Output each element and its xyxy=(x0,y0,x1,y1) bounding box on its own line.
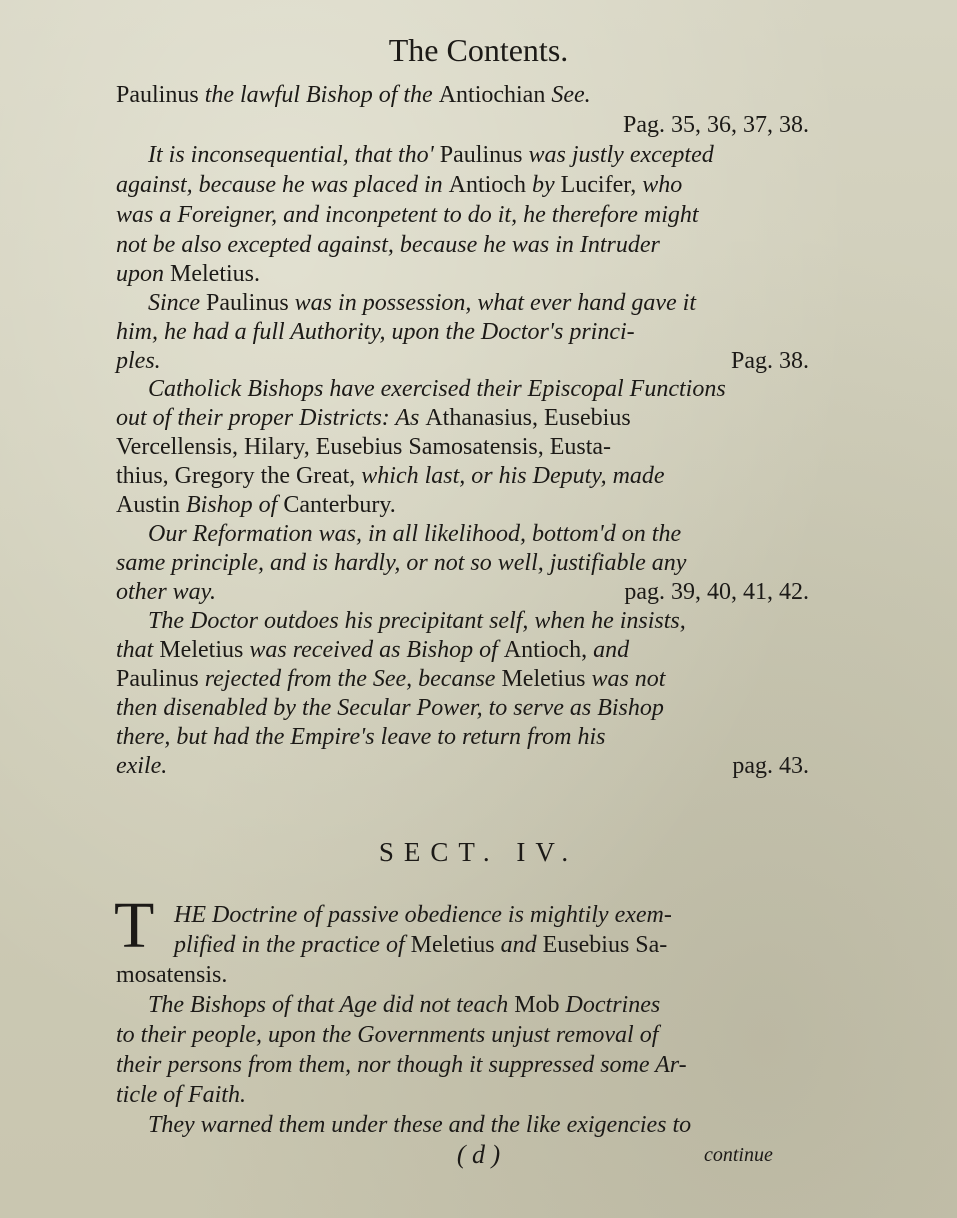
text-line xyxy=(0,140,957,170)
line-text xyxy=(116,461,665,491)
text-line xyxy=(0,519,957,549)
line-text xyxy=(148,374,726,404)
italic-text: ples. xyxy=(116,348,161,374)
line-text xyxy=(624,577,809,607)
italic-text: there, but had the Empire's leave to return from his xyxy=(116,724,606,750)
line-text xyxy=(116,548,686,578)
text-line xyxy=(0,230,957,260)
italic-text: The Bishops of that Age did not teach xyxy=(148,992,515,1018)
italic-text: other way. xyxy=(116,579,216,605)
text-line xyxy=(0,1110,957,1140)
italic-text: was received as Bishop of xyxy=(249,637,504,663)
line-text xyxy=(116,1050,687,1080)
italic-text: was a Foreigner, and inconpetent to do it, he therefore might xyxy=(116,202,699,228)
roman-text: pag. 39, 40, 41, 42. xyxy=(624,579,809,605)
italic-text: was justly excepted xyxy=(528,142,714,168)
line-text xyxy=(116,960,227,990)
text-line xyxy=(0,751,957,781)
italic-text: Bishop of xyxy=(186,492,284,518)
line-text xyxy=(174,930,667,960)
line-text xyxy=(148,288,696,318)
italic-text: HE Doctrine of passive obedience is mightily exem- xyxy=(174,902,672,928)
line-text xyxy=(116,693,664,723)
line-text xyxy=(148,1110,691,1140)
text-line xyxy=(0,170,957,200)
roman-text: Meletius. xyxy=(170,261,260,287)
text-line xyxy=(0,1020,957,1050)
running-header: The Contents. xyxy=(388,32,569,68)
signature-mark: ( d ) xyxy=(456,1140,501,1169)
italic-text: plified in the practice of xyxy=(174,932,411,958)
line-text xyxy=(116,200,699,230)
text-line xyxy=(0,635,957,665)
italic-text: not be also excepted against, because he was in Intruder xyxy=(116,232,660,258)
line-text xyxy=(116,1020,658,1050)
italic-text: was not xyxy=(591,666,666,692)
italic-text: upon xyxy=(116,261,170,287)
text-line xyxy=(0,577,957,607)
line-text xyxy=(116,432,611,462)
text-line xyxy=(0,664,957,694)
text-line xyxy=(0,490,957,520)
italic-text: Catholick Bishops have exercised their Episcopal Functions xyxy=(148,376,726,402)
italic-text: and xyxy=(593,637,630,663)
italic-text: rejected from the See, becanse xyxy=(204,666,502,692)
text-line xyxy=(0,1050,957,1080)
roman-text: Meletius xyxy=(410,932,501,958)
roman-text: Paulinus xyxy=(205,290,295,316)
roman-text: Vercellensis, Hilary, Eusebius Samosatensis, Eusta- xyxy=(116,434,612,460)
roman-text: Austin xyxy=(116,492,187,518)
text-line xyxy=(0,259,957,289)
section-heading: SECT. IV. xyxy=(378,837,579,867)
line-text xyxy=(116,230,660,260)
text-line xyxy=(0,200,957,230)
roman-text: Antioch xyxy=(448,172,532,198)
italic-text: that xyxy=(116,637,160,663)
line-text xyxy=(731,346,809,376)
line-text xyxy=(116,577,216,607)
text-line xyxy=(0,346,957,376)
text-line xyxy=(0,900,957,930)
line-text xyxy=(116,635,629,665)
roman-text: Eusebius Sa- xyxy=(542,932,668,958)
italic-text: Since xyxy=(148,290,206,316)
italic-text: against, because he was placed in xyxy=(116,172,449,198)
italic-text: which last, or his Deputy, made xyxy=(361,463,665,489)
line-text xyxy=(116,403,631,433)
line-text xyxy=(116,1080,246,1110)
roman-text: Canterbury. xyxy=(283,492,396,518)
text-line xyxy=(0,374,957,404)
text-line xyxy=(0,110,957,140)
text-line xyxy=(0,461,957,491)
roman-text: Lucifer, xyxy=(560,172,643,198)
text-line xyxy=(0,288,957,318)
roman-text: Pag. 38. xyxy=(731,348,809,374)
italic-text: him, he had a full Authority, upon the Doctor's princi- xyxy=(116,319,635,345)
drop-capital: T xyxy=(114,889,155,962)
text-line xyxy=(0,960,957,990)
line-text xyxy=(148,140,714,170)
line-text xyxy=(116,664,665,694)
text-line xyxy=(0,606,957,636)
roman-text: mosatensis. xyxy=(116,962,228,988)
roman-text: Athanasius, Eusebius xyxy=(425,405,631,431)
line-text xyxy=(148,990,660,1020)
italic-text: their persons from them, nor though it suppressed some Ar- xyxy=(116,1052,687,1078)
italic-text: They warned them under these and the like exigencies to xyxy=(148,1112,692,1138)
roman-text: Paulinus xyxy=(439,142,529,168)
line-text xyxy=(148,606,686,636)
italic-text: same principle, and is hardly, or not so well, justifiable any xyxy=(116,550,687,576)
line-text xyxy=(116,170,682,200)
italic-text: The Doctor outdoes his precipitant self, when he insists, xyxy=(148,608,686,634)
line-text xyxy=(148,519,681,549)
text-line xyxy=(0,317,957,347)
roman-text: Meletius xyxy=(159,637,250,663)
roman-text: Paulinus xyxy=(116,82,205,108)
line-text xyxy=(116,317,635,347)
line-text xyxy=(116,80,591,110)
roman-text: Paulinus xyxy=(116,666,205,692)
italic-text: out of their proper Districts: As xyxy=(116,405,426,431)
line-text xyxy=(116,490,396,520)
roman-text: Meletius xyxy=(501,666,592,692)
text-line xyxy=(0,403,957,433)
line-text xyxy=(116,259,260,289)
text-line xyxy=(0,432,957,462)
italic-text: exile. xyxy=(116,753,168,779)
line-text xyxy=(116,722,606,752)
text-line xyxy=(0,548,957,578)
roman-text: Pag. 35, 36, 37, 38. xyxy=(623,112,809,138)
line-text xyxy=(623,110,809,140)
italic-text: and xyxy=(500,932,543,958)
line-text xyxy=(116,751,167,781)
text-line xyxy=(0,990,957,1020)
italic-text: by xyxy=(531,172,561,198)
italic-text: then disenabled by the Secular Power, to serve as Bishop xyxy=(116,695,664,721)
text-line xyxy=(0,693,957,723)
line-text xyxy=(116,346,161,376)
italic-text: Our Reformation was, in all likelihood, bottom'd on the xyxy=(148,521,682,547)
italic-text: It is inconsequential, that tho' xyxy=(148,142,440,168)
roman-text: Antioch, xyxy=(503,637,594,663)
italic-text: who xyxy=(642,172,683,198)
text-line xyxy=(0,930,957,960)
roman-text: Mob xyxy=(514,992,566,1018)
italic-text: to their people, upon the Governments unjust removal of xyxy=(116,1022,659,1048)
text-line xyxy=(0,80,957,110)
italic-text: the lawful Bishop of the xyxy=(204,82,439,108)
italic-text: ticle of Faith. xyxy=(116,1082,246,1108)
roman-text: Antiochian xyxy=(438,82,552,108)
italic-text: was in possession, what ever hand gave it xyxy=(294,290,696,316)
text-line xyxy=(0,1080,957,1110)
roman-text: thius, Gregory the Great, xyxy=(116,463,362,489)
italic-text: Doctrines xyxy=(565,992,661,1018)
catchword: continue xyxy=(704,1144,773,1166)
roman-text: pag. 43. xyxy=(732,753,809,779)
line-text xyxy=(174,900,672,930)
line-text xyxy=(732,751,809,781)
italic-text: See. xyxy=(551,82,591,108)
page-footer xyxy=(0,1140,957,1170)
text-line xyxy=(0,722,957,752)
